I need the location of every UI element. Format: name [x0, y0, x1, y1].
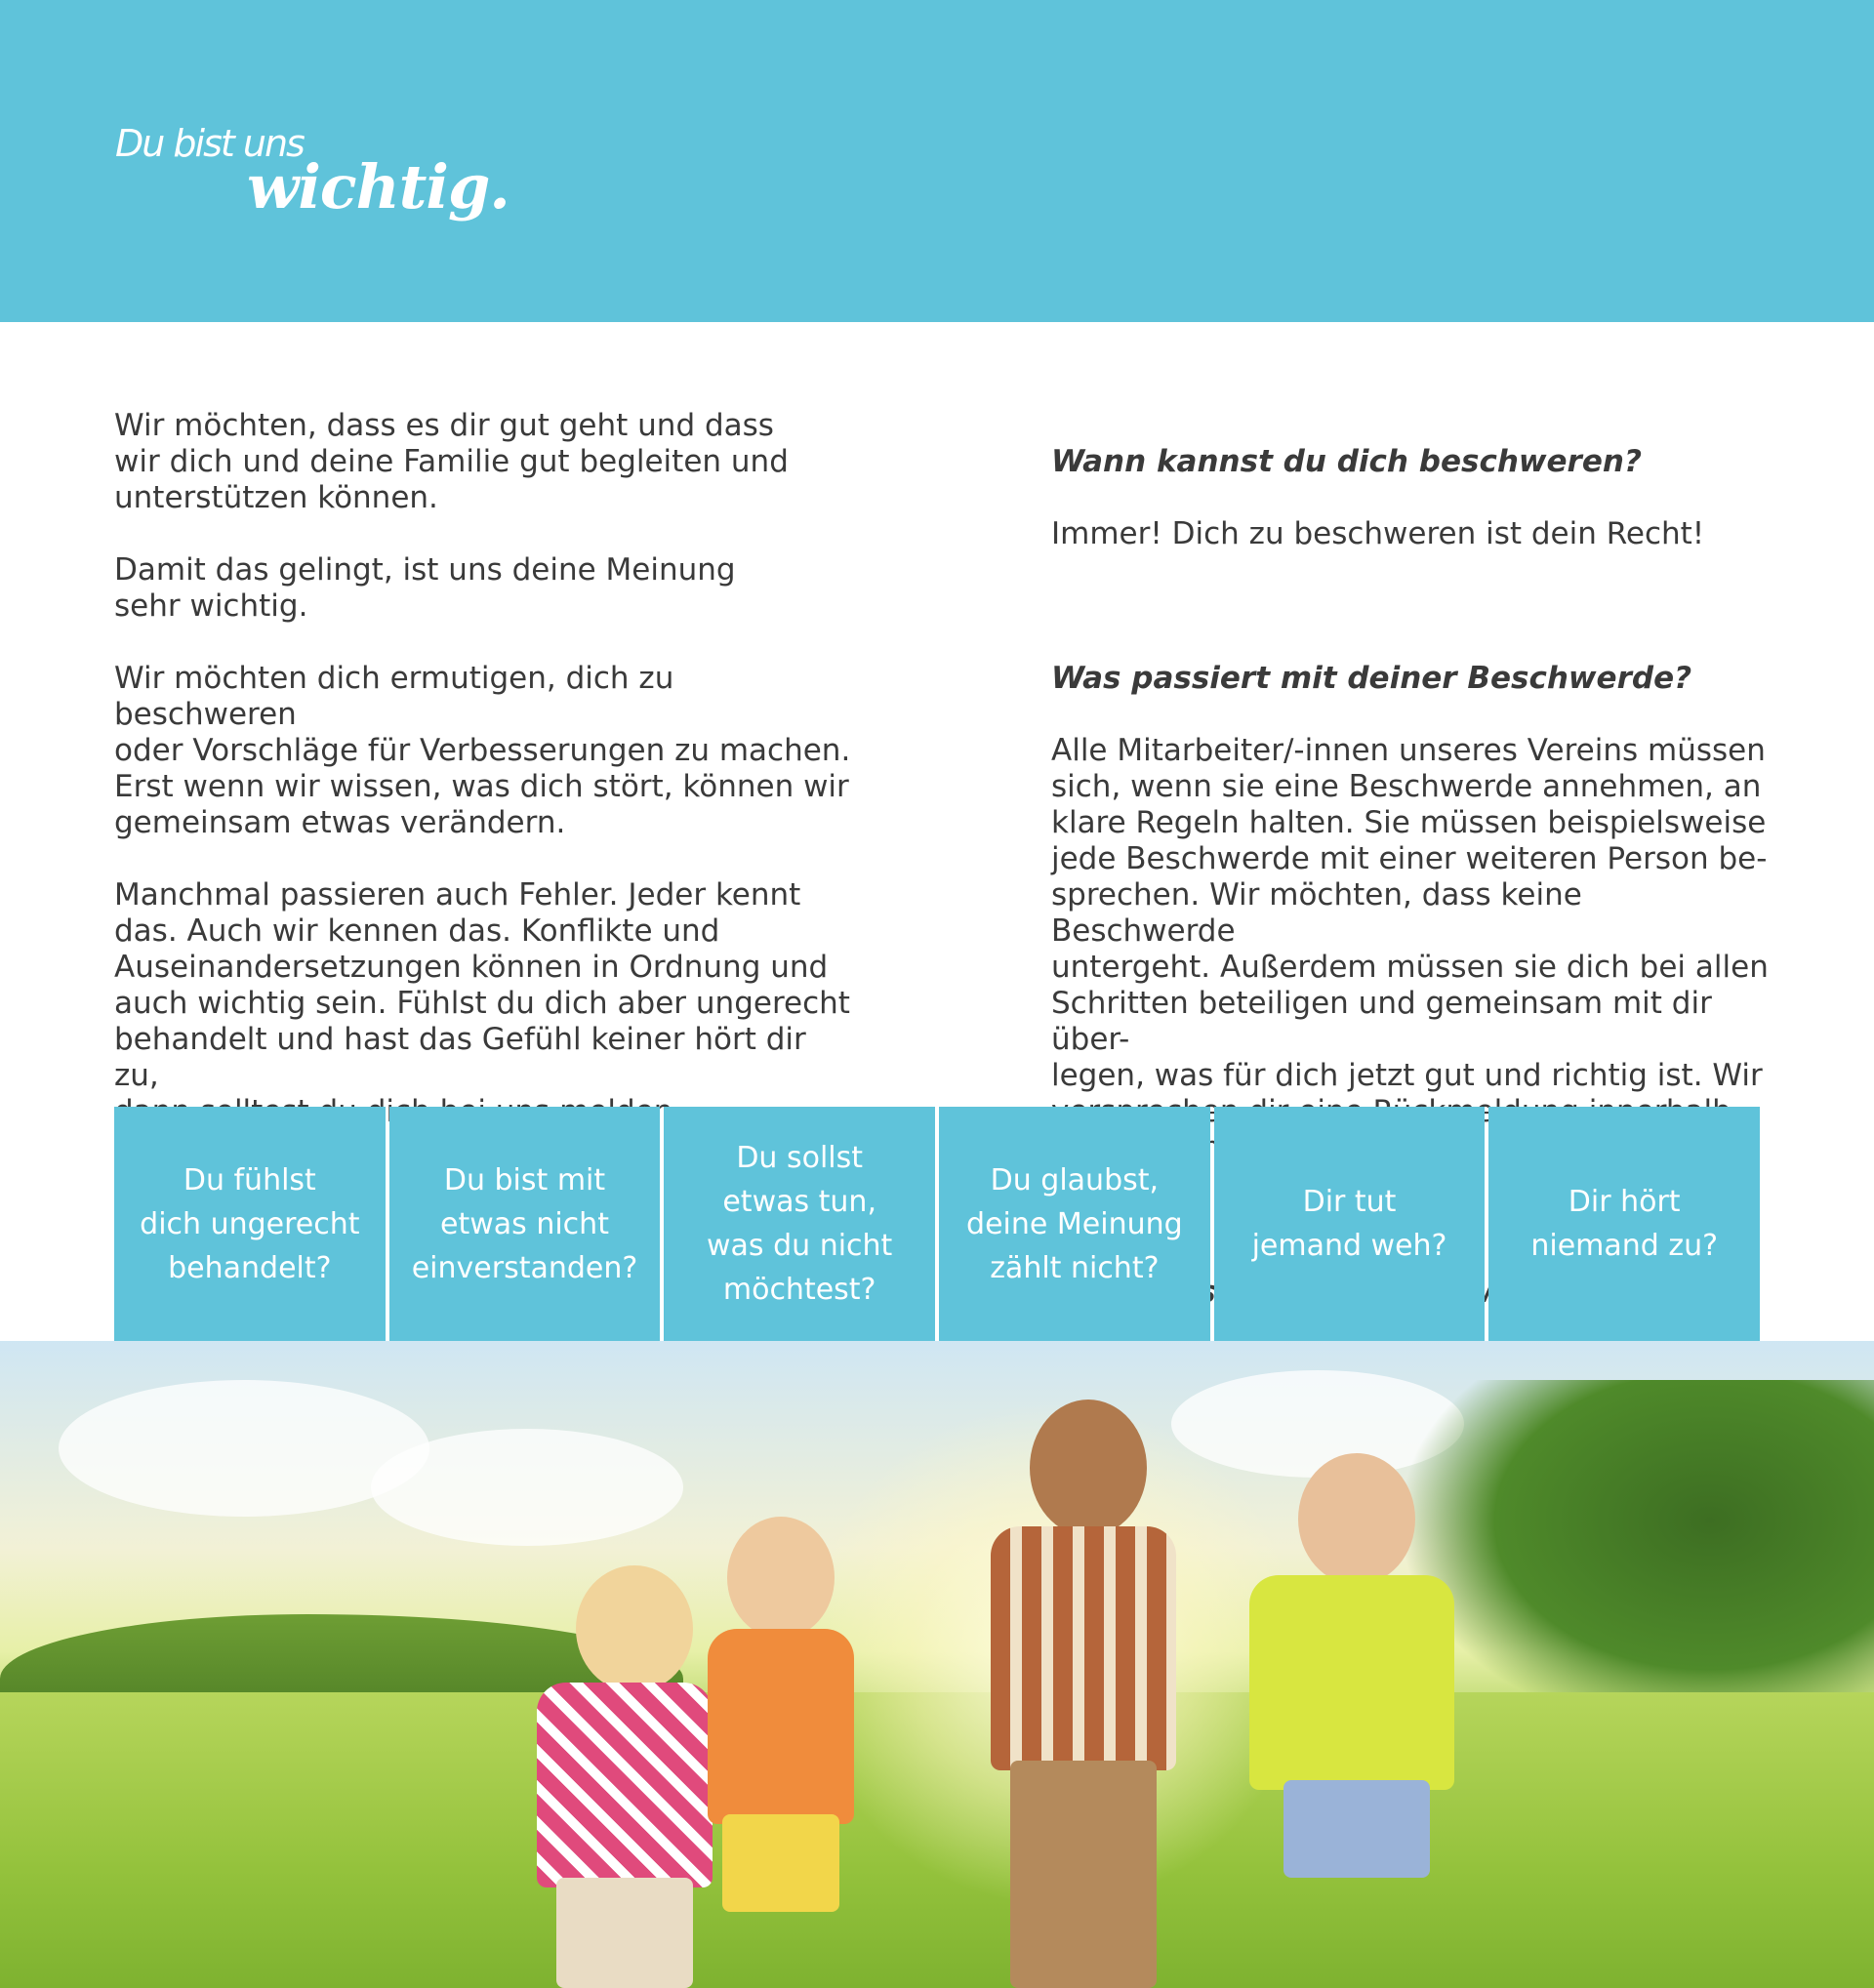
tile-meinung: Du glaubst, deine Meinung zählt nicht?: [939, 1107, 1210, 1341]
faq-answer: Immer! Dich zu beschweren ist dein Recht!: [1051, 516, 1705, 551]
faq-question: Wann kannst du dich beschweren?: [1051, 444, 1642, 479]
faq-item-when: [1051, 408, 1773, 588]
intro-paragraph-2: Damit das gelingt, ist uns deine Meinung sehr wichtig.: [114, 552, 736, 624]
logo: [115, 122, 525, 239]
faq-question: Was passiert mit deiner Beschwerde?: [1051, 661, 1692, 696]
intro-paragraph-4: Manchmal passieren auch Fehler. Jeder kennt das. Auch wir kennen das. Konflikte und Auseinandersetzungen können in Ordnung und auch wichtig sein. Fühlst du dich aber ungerecht behandelt und hast das Gefühl keiner hört dir zu,: [114, 877, 850, 1093]
intro-paragraph-1: Wir möchten, dass es dir gut geht und dass wir dich und deine Familie gut begleiten und unterstützen können.: [114, 408, 789, 515]
tile-etwas-tun: Du sollst etwas tun, was du nicht möchtest?: [664, 1107, 935, 1341]
question-tiles: [114, 1107, 1760, 1341]
tile-nicht-einverstanden: Du bist mit etwas nicht einverstanden?: [389, 1107, 661, 1341]
child-figure: [957, 1400, 1201, 1988]
children-running-meadow-photo: [0, 1341, 1874, 1988]
faq-answer: Alle Mitarbeiter/-innen unseres Vereins müssen sich, wenn sie eine Beschwerde annehmen, an klare Regeln halten. Sie müssen beispielsweise jede Beschwerde mit einer weiteren Person be- sprechen. Wir möchten, dass keine Beschwerde untergeht. Außerdem müssen sie dich bei allen Schritten beteiligen und gemeinsam mit dir über- legen, was für dich jetzt gut und richtig ist. Wir: [1051, 733, 1769, 1093]
logo-text-small: Du bist uns: [115, 122, 304, 165]
logo-text-big: wichtig.: [247, 151, 509, 223]
intro-paragraph-3: Wir möchten dich ermutigen, dich zu beschweren oder Vorschläge für Verbesserungen zu machen. Erst wenn wir wissen, was dich stört, können wir gemeinsam etwas verändern.: [114, 661, 851, 840]
tile-weh: Dir tut jemand weh?: [1214, 1107, 1486, 1341]
tile-niemand-zu: Dir hört niemand zu?: [1488, 1107, 1760, 1341]
child-figure: [683, 1517, 878, 1988]
intro-column: [114, 408, 856, 1166]
tile-ungerecht: Du fühlst dich ungerecht behandelt?: [114, 1107, 386, 1341]
cloud-shape: [371, 1429, 683, 1546]
header-banner: [0, 0, 1874, 322]
child-figure: [1230, 1453, 1484, 1988]
